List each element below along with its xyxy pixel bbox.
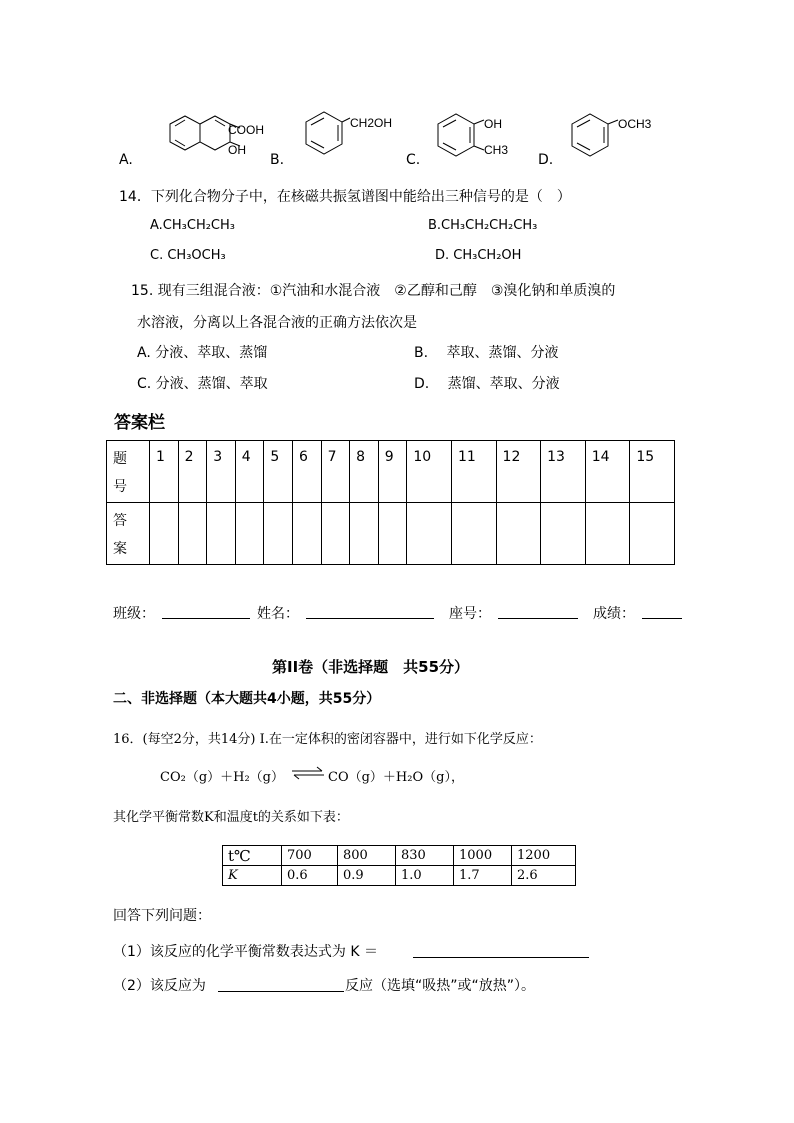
answer-cell[interactable] — [451, 503, 496, 565]
q15-stem-line1: 15. 现有三组混合液：①汽油和水混合液 ②乙醇和己醇 ③溴化钠和单质溴的 — [131, 283, 616, 299]
k-row — [223, 866, 576, 886]
k-temperature-table — [222, 845, 576, 886]
question-number: 13 — [541, 441, 586, 503]
k-table-intro: 其化学平衡常数K和温度t的关系如下表： — [113, 810, 349, 825]
equilibrium-arrow-icon — [290, 766, 326, 780]
question-number: 4 — [235, 441, 264, 503]
table-cell: 0.6 — [282, 866, 338, 886]
answer-section-title: 答案栏 — [114, 413, 165, 433]
part2-section-heading: 二、非选择题（本大题共4小题，共55分） — [113, 691, 381, 707]
option-b-letter: B. — [270, 152, 285, 168]
table-cell: 1000 — [454, 846, 512, 866]
benzyl-alcohol-structure — [298, 108, 408, 162]
table-cell: 800 — [338, 846, 396, 866]
equation-products: CO（g）＋H₂O（g）， — [328, 770, 464, 785]
table-cell: 830 — [396, 846, 454, 866]
table-cell: 1200 — [512, 846, 576, 866]
answer-table — [106, 440, 675, 565]
q16-sub2-suffix: 反应（选填“吸热”或“放热”）。 — [345, 978, 536, 994]
seat-label: 座号： — [449, 606, 491, 622]
question-number: 11 — [451, 441, 496, 503]
question-number: 10 — [407, 441, 452, 503]
name-field[interactable] — [306, 604, 434, 619]
q16-sub2-prefix: （2）该反应为 — [113, 978, 206, 994]
table-cell: 1.7 — [454, 866, 512, 886]
temperature-row — [223, 846, 576, 866]
question-number: 5 — [264, 441, 293, 503]
table-cell: 700 — [282, 846, 338, 866]
answer-prompt: 回答下列问题： — [113, 908, 211, 924]
q14-option-b: B.CH₃CH₂CH₂CH₃ — [428, 218, 538, 233]
ch3-label: CH3 — [484, 143, 509, 157]
option-c-letter: C. — [406, 152, 421, 168]
score-label: 成绩： — [593, 606, 635, 622]
question-number: 9 — [378, 441, 407, 503]
answer-cell[interactable] — [378, 503, 407, 565]
score-field[interactable] — [642, 604, 682, 619]
k-expression-field[interactable] — [413, 943, 589, 958]
part2-title: 第II卷（非选择题 共55分） — [272, 658, 470, 676]
answer-cell[interactable] — [496, 503, 541, 565]
naphthol-carboxylic-acid-structure — [148, 112, 268, 168]
q16-stem: 16．(每空2分，共14分) Ⅰ.在一定体积的密闭容器中，进行如下化学反应： — [113, 732, 542, 747]
seat-field[interactable] — [498, 604, 578, 619]
answer-cell[interactable] — [178, 503, 207, 565]
q14-stem: 14．下列化合物分子中，在核磁共振氢谱图中能给出三种信号的是（ ） — [119, 189, 571, 205]
cresol-structure — [432, 108, 532, 164]
q14-option-c: C. CH₃OCH₃ — [150, 248, 226, 263]
class-label: 班级： — [113, 606, 155, 622]
q14-option-a: A.CH₃CH₂CH₃ — [150, 218, 235, 233]
cooh-label: COOH — [228, 123, 264, 137]
question-number: 15 — [630, 441, 675, 503]
q15-option-a: A. 分液、萃取、蒸馏 — [137, 345, 268, 361]
equation-reactants: CO₂（g）＋H₂（g） — [160, 770, 285, 785]
oh-label: OH — [228, 143, 246, 157]
och3-label: OCH3 — [618, 117, 652, 131]
q15-option-d: D. 蒸馏、萃取、分液 — [414, 376, 560, 392]
question-number: 7 — [321, 441, 350, 503]
table-cell: t℃ — [223, 846, 282, 866]
number-row — [107, 441, 675, 503]
q15-stem-line2: 水溶液，分离以上各混合液的正确方法依次是 — [137, 315, 417, 331]
table-cell: 2.6 — [512, 866, 576, 886]
class-field[interactable] — [162, 604, 250, 619]
question-number: 6 — [292, 441, 321, 503]
question-number: 12 — [496, 441, 541, 503]
answer-cell[interactable] — [150, 503, 179, 565]
question-number: 8 — [350, 441, 379, 503]
q16-sub1: （1）该反应的化学平衡常数表达式为 K ＝ — [113, 944, 378, 960]
anisole-structure — [566, 108, 676, 162]
question-number: 14 — [585, 441, 630, 503]
q15-option-b: B. 萃取、蒸馏、分液 — [414, 345, 559, 361]
answer-row — [107, 503, 675, 565]
answer-cell[interactable] — [207, 503, 236, 565]
question-number: 1 — [150, 441, 179, 503]
name-label: 姓名： — [257, 606, 299, 622]
answer-cell[interactable] — [292, 503, 321, 565]
option-a-letter: A. — [119, 152, 133, 168]
table-cell: 0.9 — [338, 866, 396, 886]
table-cell: K — [223, 866, 282, 886]
answer-row-header: 答 案 — [107, 503, 150, 565]
option-d-letter: D. — [538, 152, 554, 168]
question-number: 3 — [207, 441, 236, 503]
question-number: 2 — [178, 441, 207, 503]
answer-cell[interactable] — [350, 503, 379, 565]
table-cell: 1.0 — [396, 866, 454, 886]
answer-cell[interactable] — [264, 503, 293, 565]
q15-option-c: C. 分液、蒸馏、萃取 — [137, 376, 268, 392]
number-row-header: 题 号 — [107, 441, 150, 503]
answer-cell[interactable] — [585, 503, 630, 565]
answer-cell[interactable] — [321, 503, 350, 565]
ch2oh-label: CH2OH — [350, 116, 393, 130]
answer-cell[interactable] — [407, 503, 452, 565]
reaction-type-field[interactable] — [218, 977, 344, 992]
answer-cell[interactable] — [541, 503, 586, 565]
answer-cell[interactable] — [630, 503, 675, 565]
oh-label: OH — [484, 117, 502, 131]
answer-cell[interactable] — [235, 503, 264, 565]
q14-option-d: D. CH₃CH₂OH — [435, 248, 522, 263]
